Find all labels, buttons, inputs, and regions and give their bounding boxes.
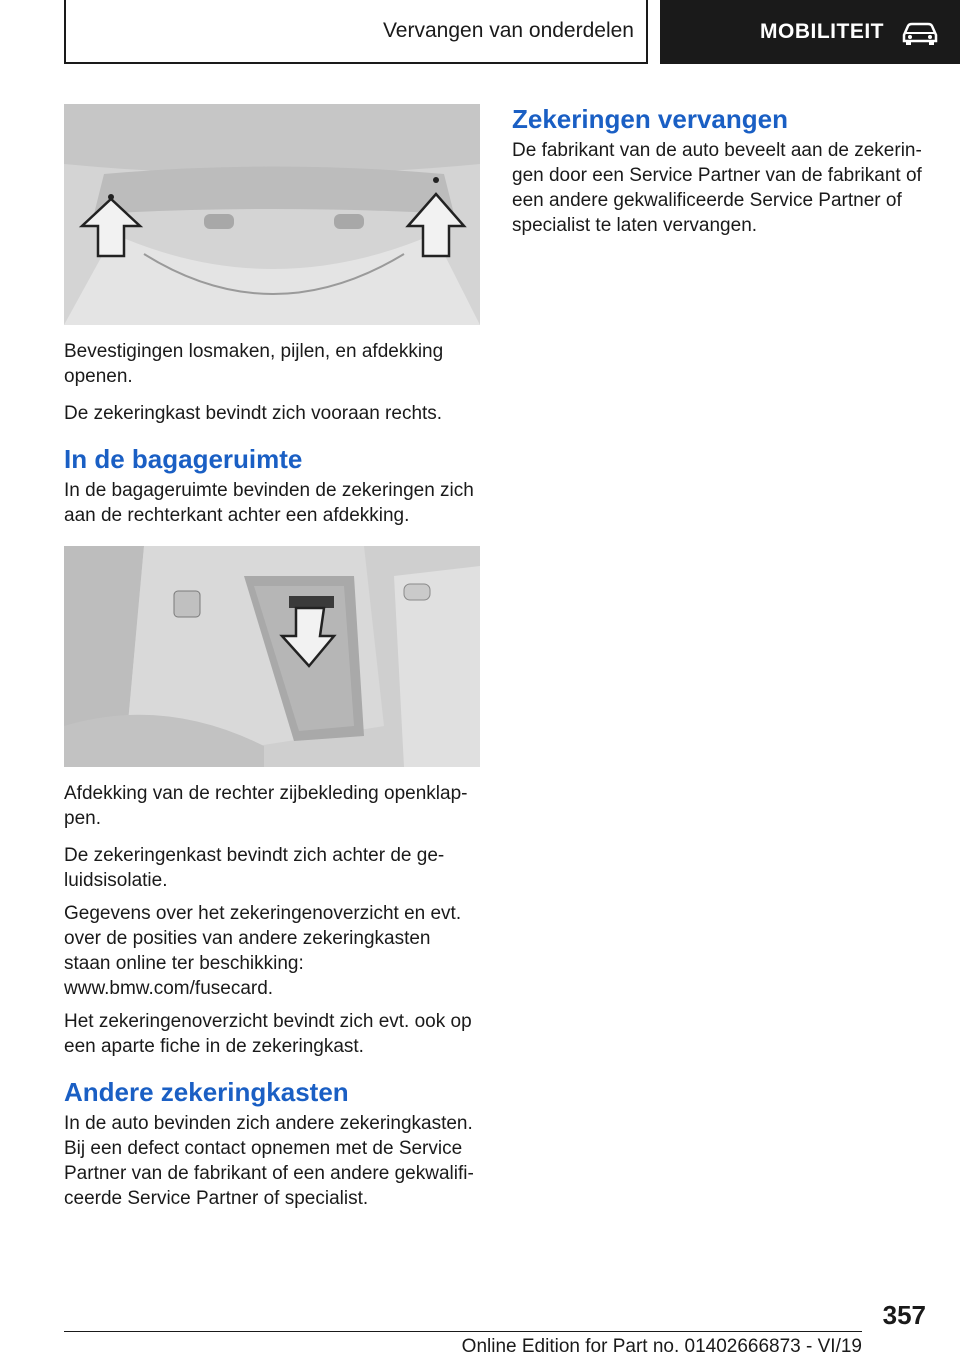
heading-zekeringen-vervangen: Zekeringen vervangen <box>512 104 788 134</box>
header-chapter-tab <box>660 0 960 64</box>
left-column <box>64 104 480 1211</box>
paragraph-zekeringen-vervangen: De fabrikant van de auto beveelt aan de zekerin-gen door een Service Partner van de fabrikant of een andere gekwalificeerde Service Partner of specialist te laten vervangen. <box>512 140 922 236</box>
figure-trunk-cover-fasteners <box>64 104 480 325</box>
right-column <box>512 104 928 238</box>
car-icon <box>900 19 940 45</box>
paragraph-andere-zekeringkasten: In de auto bevinden zich andere zekeringkasten. Bij een defect contact opnemen met de Service Partner van de fabrikant of een andere gekwalifi-ceerde Service Partner of specialist. <box>64 1113 474 1209</box>
paragraph-fusecard-online: Gegevens over het zekeringenoverzicht en evt. over de posities van andere zekeringkasten staan online ter beschikking: www.bmw.com/fusecard. <box>64 903 462 999</box>
chapter-title: MOBILITEIT <box>760 20 884 43</box>
footer-edition: Online Edition for Part no. 01402666873 - VI/19 <box>461 1336 862 1357</box>
figure-side-trim-cover <box>64 546 480 767</box>
heading-in-de-bagageruimte: In de bagageruimte <box>64 444 303 474</box>
trunk-cover-illustration <box>64 104 480 325</box>
header-section-title <box>64 0 648 64</box>
figure-2-caption: Afdekking van de rechter zijbekleding openklap-pen. <box>64 783 468 829</box>
section-title: Vervangen van onderdelen <box>382 19 634 42</box>
footer-divider <box>64 1331 862 1332</box>
paragraph-fuse-overview-sheet: Het zekeringenoverzicht bevindt zich evt. ook op een aparte fiche in de zekeringkast. <box>64 1011 472 1057</box>
heading-andere-zekeringkasten: Andere zekeringkasten <box>64 1077 349 1107</box>
side-trim-illustration <box>64 546 480 767</box>
paragraph-bagageruimte: In de bagageruimte bevinden de zekeringen zich aan de rechterkant achter een afdekking. <box>64 480 474 526</box>
page-number: 357 <box>882 1300 926 1330</box>
paragraph-fuse-box-location: De zekeringenkast bevindt zich achter de ge-luidsisolatie. <box>64 845 445 891</box>
paragraph-front-fuse-box: De zekeringkast bevindt zich vooraan rechts. <box>64 403 443 424</box>
figure-1-caption: Bevestigingen losmaken, pijlen, en afdekking openen. <box>64 341 444 387</box>
